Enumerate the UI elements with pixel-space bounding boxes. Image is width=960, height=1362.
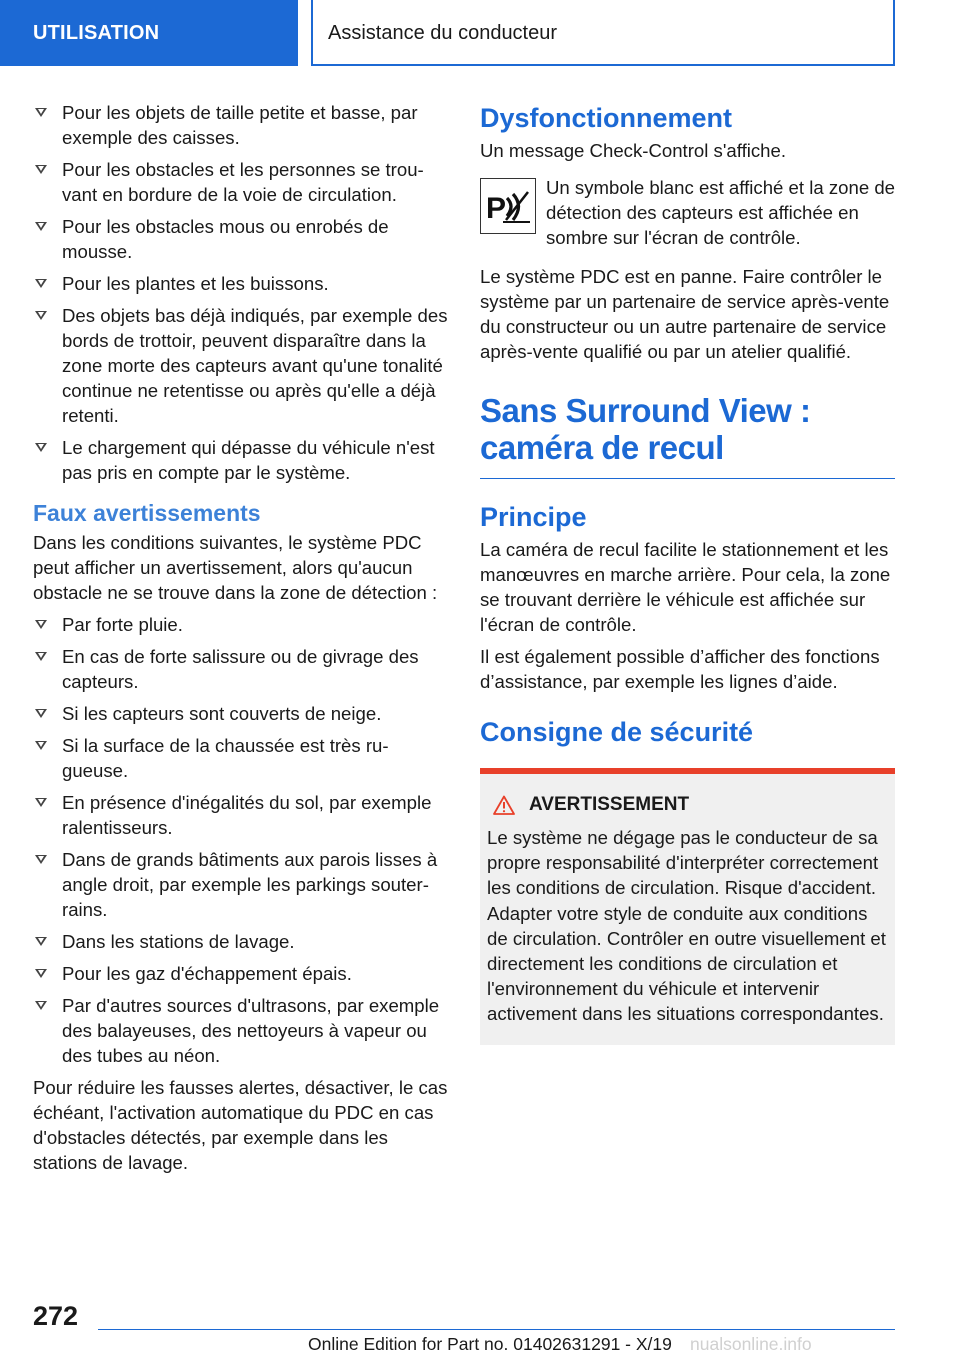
list-item: Pour les obstacles et les personnes se trouvant en bordure de la voie de circulation. <box>33 157 448 207</box>
false-alerts-closing: Pour réduire les fausses alertes, désactiver, le cas échéant, l'activation automatique du PDC en cas d'obstacles détectés, par exemple dans les stations de lavage. <box>33 1077 448 1173</box>
symbol-description: Un symbole blanc est affiché et la zone de détection des capteurs est affichée en sombre sur l'écran de contrôle. <box>546 177 896 248</box>
list-item: En cas de forte salissure ou de givrage des capteurs. <box>33 644 448 694</box>
list-item: Pour les plantes et les buissons. <box>33 271 448 296</box>
list-item: Pour les obstacles mous ou enrobés de mousse. <box>33 214 448 264</box>
bullet-triangle-icon <box>35 108 47 117</box>
pdc-malfunction-icon <box>480 178 536 234</box>
bullet-triangle-icon <box>35 937 47 946</box>
warning-text: Le système ne dégage pas le conducteur de sa propre responsabilité d'interpréter correctement les conditions de circulation. Risque d'accident. Adapter votre style de conduite aux conditions de circulation. Contrôler en outre visuellement et directement les conditions de circulation et l'environnement du véhicule et intervenir activement dans les situations correspondantes. <box>487 827 886 1025</box>
bullet-triangle-icon <box>35 969 47 978</box>
page-number: 272 <box>33 1301 79 1331</box>
bullet-triangle-icon <box>35 620 47 629</box>
bullet-triangle-icon <box>35 1001 47 1010</box>
principle-paragraph-1: La caméra de recul facilite le stationnement et les manœuvres en marche arrière. Pour cela, la zone se trouvant derrière le véhicule est affichée sur l'écran de contrôle. <box>480 539 891 635</box>
footer-divider <box>98 1329 895 1330</box>
warning-box <box>480 768 895 1045</box>
bullet-triangle-icon <box>35 798 47 807</box>
watermark: nualsonline.info <box>690 1334 812 1354</box>
malfunction-intro: Un message Check-Control s'affiche. <box>480 140 787 161</box>
list-item: Si la surface de la chaussée est très rugueuse. <box>33 733 448 783</box>
false-alerts-heading: Faux avertissements <box>33 500 261 526</box>
svg-text:P: P <box>486 192 507 225</box>
warning-title: AVERTISSEMENT <box>529 794 690 815</box>
list-item: Pour les gaz d'échappement épais. <box>33 961 448 986</box>
malfunction-heading: Dysfonctionnement <box>480 103 733 133</box>
list-item: Par d'autres sources d'ultrasons, par exemple des balayeuses, des nettoyeurs à vapeur ou des tubes au néon. <box>33 993 448 1068</box>
left-column <box>33 100 448 1182</box>
bullet-triangle-icon <box>35 443 47 452</box>
bullet-triangle-icon <box>35 741 47 750</box>
bullet-triangle-icon <box>35 709 47 718</box>
page-header <box>0 0 960 66</box>
list-item: Par forte pluie. <box>33 612 448 637</box>
right-column <box>480 100 895 1045</box>
chapter-title: Assistance du conducteur <box>311 0 895 66</box>
bullet-triangle-icon <box>35 855 47 864</box>
principle-heading: Principe <box>480 502 587 532</box>
malfunction-text: Le système PDC est en panne. Faire contrôler le système par un partenaire de service après-vente du constructeur ou un autre partenaire de service après-vente qualifié ou par un atelier qualifié. <box>480 266 890 362</box>
malfunction-symbol-row <box>480 175 895 250</box>
list-item: Dans les stations de lavage. <box>33 929 448 954</box>
section-title: Sans Surround View : caméra de recul <box>480 392 895 479</box>
edition-label: Online Edition for Part no. 01402631291 - X/19 <box>308 1334 672 1354</box>
section-tab: UTILISATION <box>0 0 298 66</box>
list-item: En présence d'inégalités du sol, par exemple ralentisseurs. <box>33 790 448 840</box>
principle-paragraph-2: Il est également possible d’afficher des fonctions d’assistance, par exemple les lignes d’aide. <box>480 646 880 692</box>
list-item: Si les capteurs sont couverts de neige. <box>33 701 448 726</box>
list-item: Dans de grands bâtiments aux parois lisses à angle droit, par exemple les parkings souterrains. <box>33 847 448 922</box>
list-item: Le chargement qui dépasse du véhicule n'est pas pris en compte par le système. <box>33 435 448 485</box>
bullet-triangle-icon <box>35 652 47 661</box>
bullet-triangle-icon <box>35 311 47 320</box>
bullet-triangle-icon <box>35 222 47 231</box>
warning-title-row <box>487 792 888 817</box>
limitations-list <box>33 100 448 485</box>
false-alerts-intro: Dans les conditions suivantes, le système PDC peut afficher un avertissement, alors qu'aucun obstacle ne se trouve dans la zone de détection : <box>33 532 438 603</box>
list-item: Pour les objets de taille petite et basse, par exemple des caisses. <box>33 100 448 150</box>
warning-triangle-icon <box>493 795 515 815</box>
bullet-triangle-icon <box>35 279 47 288</box>
safety-heading: Consigne de sécurité <box>480 717 754 747</box>
list-item: Des objets bas déjà indiqués, par exemple des bords de trottoir, peuvent disparaître dans la zone morte des capteurs avant qu'une tonalité continue ne retentisse ou après qu'elle a déjà retenti. <box>33 303 448 428</box>
false-alerts-list <box>33 612 448 1068</box>
bullet-triangle-icon <box>35 165 47 174</box>
